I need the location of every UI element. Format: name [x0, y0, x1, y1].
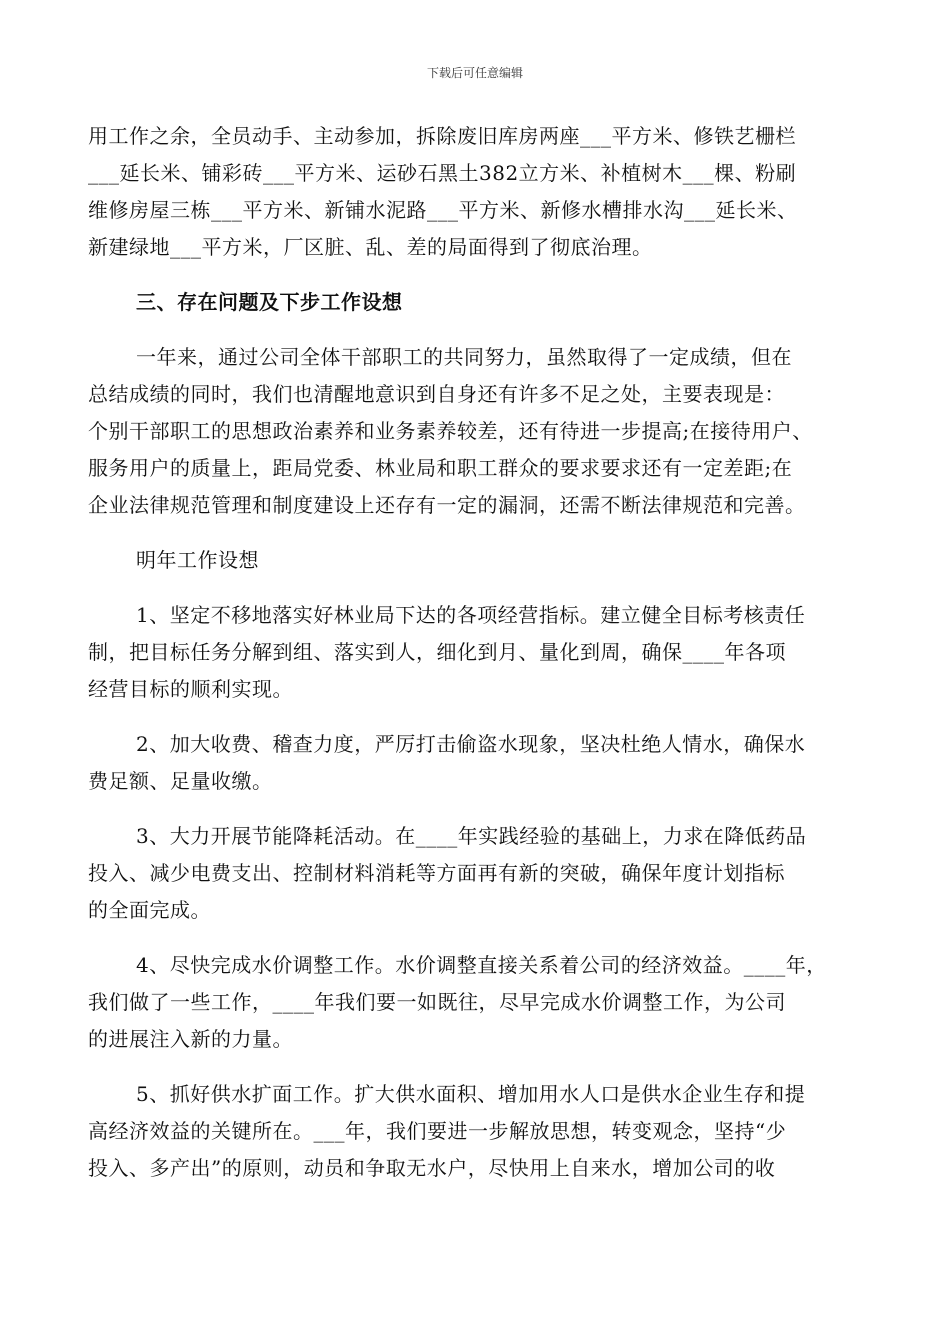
text-line: 用工作之余，全员动手、主动参加，拆除废旧库房两座___平方米、修铁艺栅栏 [88, 124, 796, 148]
document-body [88, 118, 863, 1187]
text-line: 服务用户的质量上，距局党委、林业局和职工群众的要求要求还有一定差距;在 [88, 456, 793, 480]
text-line: 4、尽快完成水价调整工作。水价调整直接关系着公司的经济效益。____年， [136, 953, 827, 977]
text-line: 新建绿地___平方米，厂区脏、乱、差的局面得到了彻底治理。 [88, 235, 653, 259]
paragraph-problems [88, 339, 863, 524]
text-line: 费足额、足量收缴。 [88, 769, 273, 793]
text-line: 明年工作设想 [136, 548, 259, 572]
text-line: 一年来，通过公司全体干部职工的共同努力，虽然取得了一定成绩，但在 [136, 345, 792, 369]
subheading-next-year [88, 542, 863, 579]
text-line: 投入、多产出”的原则，动员和争取无水户，尽快用上自来水，增加公司的收 [88, 1156, 776, 1180]
text-line: 个别干部职工的思想政治素养和业务素养较差，还有待进一步提高;在接待用户、 [88, 419, 813, 443]
text-line: 的进展注入新的力量。 [88, 1027, 293, 1051]
list-item-2 [88, 726, 863, 800]
paragraph-continuation [88, 118, 863, 266]
text-line: 投入、减少电费支出、控制材料消耗等方面再有新的突破，确保年度计划指标 [88, 861, 785, 885]
text-line: 的全面完成。 [88, 898, 211, 922]
list-item-4 [88, 947, 863, 1058]
page-header: 下载后可任意编辑 [426, 66, 523, 80]
text-line: 总结成绩的同时，我们也清醒地意识到自身还有许多不足之处，主要表现是： [88, 382, 785, 406]
text-line: 制，把目标任务分解到组、落实到人，细化到月、量化到周，确保____年各项 [88, 640, 786, 664]
text-line: 5、抓好供水扩面工作。扩大供水面积、增加用水人口是供水企业生存和提 [136, 1082, 806, 1106]
text-line: ___延长米、铺彩砖___平方米、运砂石黑土382立方米、补植树木___棵、粉刷 [88, 161, 797, 185]
text-line: 维修房屋三栋___平方米、新铺水泥路___平方米、新修水槽排水沟___延长米、 [88, 198, 798, 222]
text-line: 3、大力开展节能降耗活动。在____年实践经验的基础上，力求在降低药品 [136, 824, 807, 848]
text-line: 我们做了一些工作，____年我们要一如既往，尽早完成水价调整工作，为公司 [88, 990, 786, 1014]
list-item-5 [88, 1076, 863, 1187]
section-heading: 三、存在问题及下步工作设想 [136, 290, 403, 314]
text-line: 企业法律规范管理和制度建设上还存有一定的漏洞，还需不断法律规范和完善。 [88, 493, 806, 517]
text-line: 2、加大收费、稽查力度，严厉打击偷盗水现象，坚决杜绝人情水，确保水 [136, 732, 806, 756]
text-line: 经营目标的顺利实现。 [88, 677, 293, 701]
list-item-3 [88, 818, 863, 929]
list-item-1 [88, 597, 863, 708]
text-line: 高经济效益的关键所在。___年，我们要进一步解放思想，转变观念，坚持“少 [88, 1119, 787, 1143]
text-line: 1、坚定不移地落实好林业局下达的各项经营指标。建立健全目标考核责任 [136, 603, 806, 627]
